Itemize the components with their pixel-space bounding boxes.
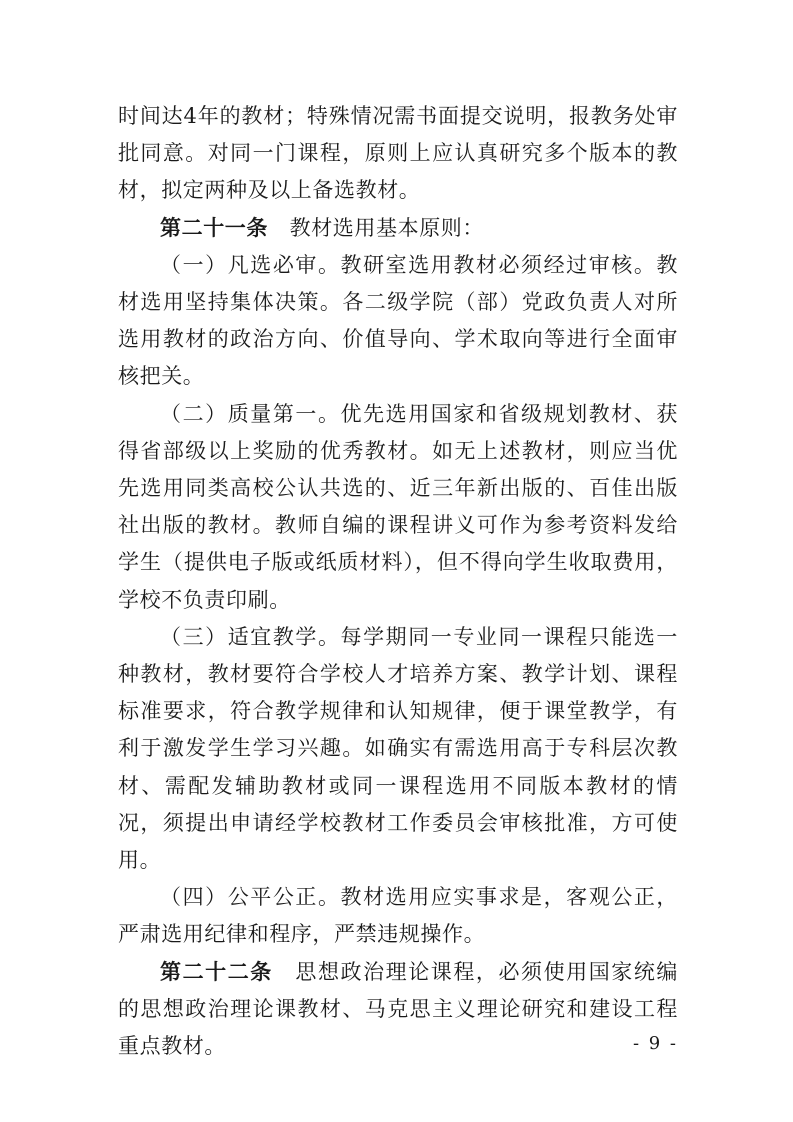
article-text: 教材选用基本原则： <box>289 215 485 240</box>
principle-2 <box>118 396 678 619</box>
article-text: 思想政治理论课程，必须使用国家统编的思想政治理论课教材、马克思主义理论研究和建设工程重点教材。 <box>118 959 679 1059</box>
paragraph-text: （三）适宜教学。每学期同一专业同一课程只能选一种教材，教材要符合学校人才培养方案、教学计划、课程标准要求，符合教学规律和认知规律，便于课堂教学，有利于激发学生学习兴趣。如确实有需选用高于专科层次教材、需配发辅助教材或同一课程选用不同版本教材的情况，须提出申请经学校教材工作委员会审核批准，方可使用。 <box>118 624 678 873</box>
document-body <box>118 98 678 1065</box>
principle-1 <box>118 247 678 396</box>
paragraph-text: 时间达4年的教材；特殊情况需书面提交说明，报教务处审批同意。对同一门课程，原则上应认真研究多个版本的教材，拟定两种及以上备选教材。 <box>118 104 678 203</box>
article-21 <box>118 210 678 247</box>
principle-4 <box>118 879 678 953</box>
article-number: 第二十二条 <box>160 959 273 984</box>
article-22 <box>118 954 678 1066</box>
paragraph-continuation <box>118 98 678 210</box>
principle-3 <box>118 619 678 879</box>
paragraph-text: （四）公平公正。教材选用应实事求是，客观公正，严肃选用纪律和程序，严禁违规操作。 <box>118 885 678 947</box>
paragraph-text: （一）凡选必审。教研室选用教材必须经过审核。教材选用坚持集体决策。各二级学院（部）党政负责人对所选用教材的政治方向、价值导向、学术取向等进行全面审核把关。 <box>118 252 678 389</box>
page-number: - 9 - <box>632 1033 678 1054</box>
paragraph-text: （二）质量第一。优先选用国家和省级规划教材、获得省部级以上奖励的优秀教材。如无上述教材，则应当优先选用同类高校公认共选的、近三年新出版的、百佳出版社出版的教材。教师自编的课程讲义可作为参考资料发给学生（提供电子版或纸质材料），但不得向学生收取费用，学校不负责印刷。 <box>118 401 678 612</box>
article-number: 第二十一条 <box>160 215 268 240</box>
